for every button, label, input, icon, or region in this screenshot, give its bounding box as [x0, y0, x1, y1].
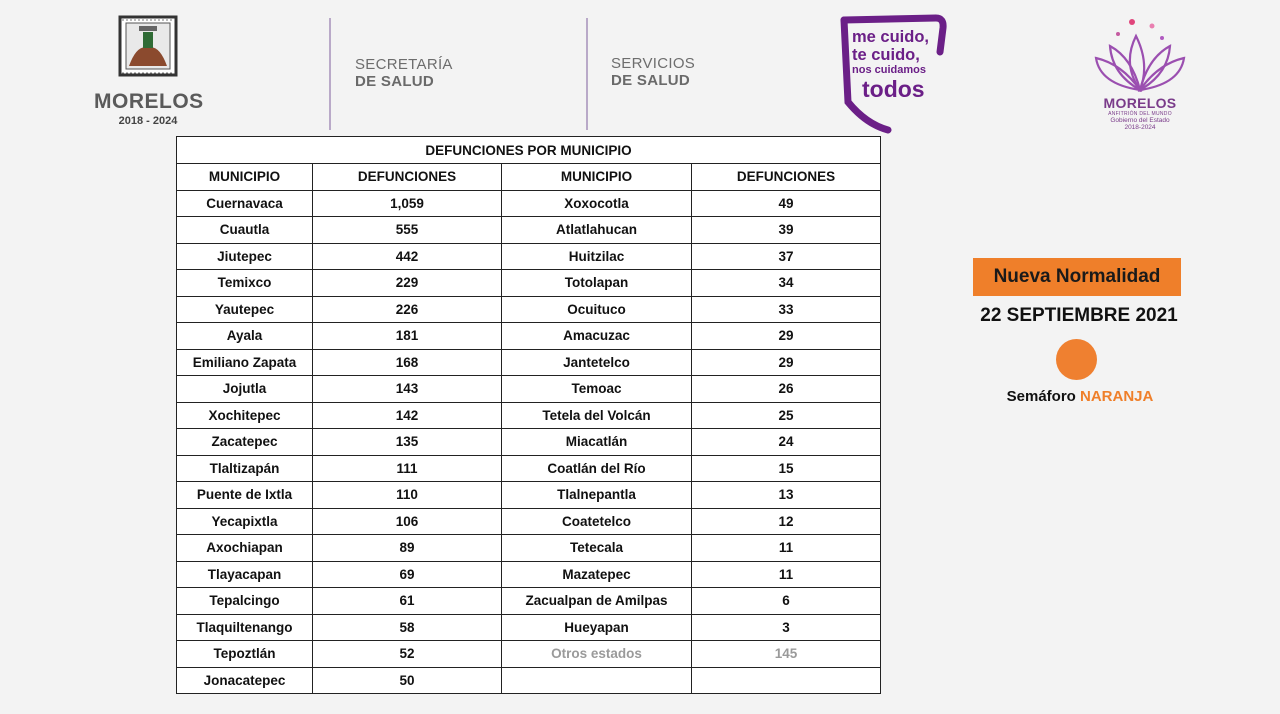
- semaforo-label: Semáforo: [1006, 388, 1076, 405]
- municipality-cell: Cuernavaca: [177, 190, 313, 217]
- table-row: [177, 535, 881, 562]
- deaths-cell: 11: [692, 561, 881, 588]
- table-row: [177, 455, 881, 482]
- gov-line2: 2018-2024: [1124, 124, 1156, 131]
- deaths-cell: 143: [313, 376, 502, 403]
- deaths-cell: 226: [313, 296, 502, 323]
- deaths-cell: [692, 667, 881, 694]
- municipality-cell: Axochiapan: [177, 535, 313, 562]
- municipality-cell: Tepoztlán: [177, 641, 313, 668]
- deaths-cell: 111: [313, 455, 502, 482]
- municipality-cell: Mazatepec: [502, 561, 692, 588]
- deaths-cell: 142: [313, 402, 502, 429]
- table-row: [177, 376, 881, 403]
- deaths-cell: 110: [313, 482, 502, 509]
- municipality-cell: Tepalcingo: [177, 588, 313, 615]
- dept-salud-line1: SECRETARÍA: [355, 56, 453, 73]
- state-years: 2018 - 2024: [118, 115, 178, 127]
- municipality-cell: Puente de Ixtla: [177, 482, 313, 509]
- municipality-cell: Ocuituco: [502, 296, 692, 323]
- municipality-cell: Jiutepec: [177, 243, 313, 270]
- gov-tagline: ANFITRIÓN DEL MUNDO: [1108, 111, 1172, 117]
- deaths-cell: 13: [692, 482, 881, 509]
- dept-serv-line1: SERVICIOS: [611, 55, 696, 72]
- deaths-cell: 34: [692, 270, 881, 297]
- lotus-flower-icon: [1092, 14, 1188, 92]
- municipality-cell: Totolapan: [502, 270, 692, 297]
- municipality-cell: Huitzilac: [502, 243, 692, 270]
- table-row: [177, 561, 881, 588]
- municipality-cell: Jojutla: [177, 376, 313, 403]
- deaths-cell: 1,059: [313, 190, 502, 217]
- deaths-cell: 89: [313, 535, 502, 562]
- table-row: [177, 588, 881, 615]
- deaths-cell: 145: [692, 641, 881, 668]
- municipality-cell: Miacatlán: [502, 429, 692, 456]
- deaths-cell: 33: [692, 296, 881, 323]
- municipality-cell: Jonacatepec: [177, 667, 313, 694]
- header-divider: [329, 18, 331, 130]
- header-divider: [586, 18, 588, 130]
- table-row: [177, 429, 881, 456]
- table-row: [177, 482, 881, 509]
- deaths-cell: 39: [692, 217, 881, 244]
- deaths-cell: 3: [692, 614, 881, 641]
- deaths-cell: 26: [692, 376, 881, 403]
- municipality-cell: Tetela del Volcán: [502, 402, 692, 429]
- municipality-cell: Tetecala: [502, 535, 692, 562]
- deaths-cell: 12: [692, 508, 881, 535]
- deaths-cell: 69: [313, 561, 502, 588]
- municipality-cell: Tlalnepantla: [502, 482, 692, 509]
- municipality-cell: Tlaquiltenango: [177, 614, 313, 641]
- table-title: DEFUNCIONES POR MUNICIPIO: [177, 137, 881, 164]
- gov-name: MORELOS: [1103, 95, 1177, 111]
- coat-of-arms-icon: [117, 14, 179, 80]
- municipality-cell: Tlaltizapán: [177, 455, 313, 482]
- semaforo-status: [990, 388, 1170, 405]
- municipality-cell: Tlayacapan: [177, 561, 313, 588]
- deaths-cell: 25: [692, 402, 881, 429]
- table-row: [177, 243, 881, 270]
- municipality-cell: Zacualpan de Amilpas: [502, 588, 692, 615]
- deaths-cell: 6: [692, 588, 881, 615]
- servicios-salud-logo: [611, 55, 695, 89]
- dept-serv-line2: DE SALUD: [611, 72, 691, 89]
- deaths-cell: 52: [313, 641, 502, 668]
- municipality-cell: Atlatlahucan: [502, 217, 692, 244]
- municipality-cell: Cuautla: [177, 217, 313, 244]
- gobierno-morelos-logo: [1092, 14, 1188, 131]
- municipality-cell: Ayala: [177, 323, 313, 350]
- deaths-cell: 37: [692, 243, 881, 270]
- slogan-line4: todos: [862, 76, 925, 102]
- municipality-cell: Amacuzac: [502, 323, 692, 350]
- deaths-cell: 61: [313, 588, 502, 615]
- table-row: [177, 402, 881, 429]
- deaths-cell: 29: [692, 323, 881, 350]
- deaths-cell: 555: [313, 217, 502, 244]
- deaths-cell: 168: [313, 349, 502, 376]
- table-row: [177, 217, 881, 244]
- table-row: [177, 641, 881, 668]
- municipality-cell: Xochitepec: [177, 402, 313, 429]
- municipality-cell: [502, 667, 692, 694]
- deaths-cell: 11: [692, 535, 881, 562]
- deaths-by-municipality-table: [176, 136, 881, 694]
- municipality-cell: Zacatepec: [177, 429, 313, 456]
- deaths-cell: 24: [692, 429, 881, 456]
- table-row: [177, 190, 881, 217]
- nueva-normalidad-badge: Nueva Normalidad: [973, 258, 1181, 296]
- table-row: [177, 323, 881, 350]
- slogan-line1: me cuido,: [852, 28, 930, 46]
- table-row: [177, 614, 881, 641]
- slogan-line2: te cuido,: [852, 46, 920, 64]
- table-row: [177, 270, 881, 297]
- municipality-cell: Coatetelco: [502, 508, 692, 535]
- municipality-cell: Jantetelco: [502, 349, 692, 376]
- table-row: [177, 667, 881, 694]
- deaths-cell: 229: [313, 270, 502, 297]
- table-row: [177, 296, 881, 323]
- deaths-cell: 15: [692, 455, 881, 482]
- municipality-cell: Emiliano Zapata: [177, 349, 313, 376]
- column-header: MUNICIPIO: [177, 164, 313, 191]
- deaths-cell: 58: [313, 614, 502, 641]
- gov-line1: Gobierno del Estado: [1110, 117, 1170, 124]
- column-header: DEFUNCIONES: [313, 164, 502, 191]
- me-cuido-campaign-logo: [836, 12, 948, 134]
- municipality-cell: Yecapixtla: [177, 508, 313, 535]
- state-name: MORELOS: [94, 90, 204, 113]
- municipality-cell: Coatlán del Río: [502, 455, 692, 482]
- secretaria-salud-logo: [355, 56, 453, 90]
- deaths-cell: 50: [313, 667, 502, 694]
- municipality-cell: Hueyapan: [502, 614, 692, 641]
- table-header-row: [177, 164, 881, 191]
- slogan-line3: nos cuidamos: [852, 64, 926, 76]
- municipality-cell: Otros estados: [502, 641, 692, 668]
- column-header: MUNICIPIO: [502, 164, 692, 191]
- municipality-cell: Temixco: [177, 270, 313, 297]
- dept-salud-line2: DE SALUD: [355, 73, 435, 90]
- morelos-state-logo: [94, 14, 202, 127]
- report-date: 22 SEPTIEMBRE 2021: [980, 305, 1178, 326]
- municipality-cell: Yautepec: [177, 296, 313, 323]
- traffic-light-orange-dot: [1056, 339, 1097, 380]
- semaforo-color: NARANJA: [1080, 388, 1154, 405]
- deaths-cell: 442: [313, 243, 502, 270]
- column-header: DEFUNCIONES: [692, 164, 881, 191]
- deaths-cell: 29: [692, 349, 881, 376]
- deaths-cell: 49: [692, 190, 881, 217]
- table-row: [177, 508, 881, 535]
- municipality-cell: Temoac: [502, 376, 692, 403]
- deaths-cell: 181: [313, 323, 502, 350]
- municipality-cell: Xoxocotla: [502, 190, 692, 217]
- deaths-cell: 135: [313, 429, 502, 456]
- deaths-cell: 106: [313, 508, 502, 535]
- table-row: [177, 349, 881, 376]
